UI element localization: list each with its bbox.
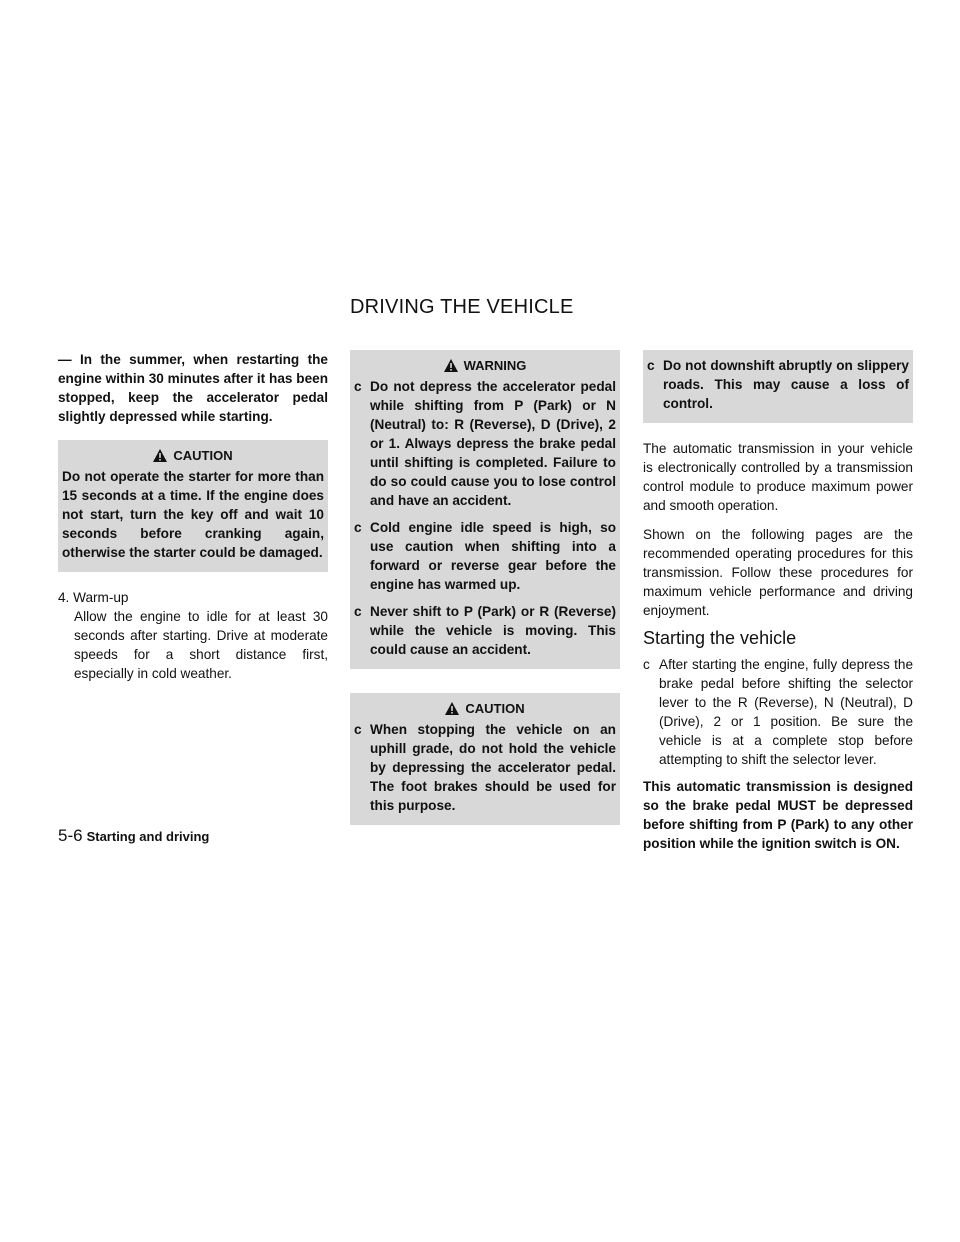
- caution-box-starter: [58, 440, 328, 572]
- caution-heading: [354, 701, 616, 716]
- summer-note: — In the summer, when restarting the engine within 30 minutes after it has been stopped, keep the accelerator pedal slightly depressed while starting.: [58, 352, 328, 424]
- caution-heading: [62, 448, 324, 463]
- warning-label: WARNING: [463, 358, 527, 373]
- bullet-mark: c: [354, 722, 362, 737]
- warning-heading: [354, 358, 616, 373]
- section-name: Starting and driving: [86, 829, 210, 844]
- caution-text: Do not operate the starter for more than 15 seconds at a time. If the engine does not start, turn the key off and wait 10 seconds before cranking again, otherwise the starter could be damaged.: [62, 469, 324, 560]
- bullet-mark: c: [354, 520, 362, 535]
- warning-bullet: c Do not downshift abruptly on slippery roads. This may cause a loss of control.: [647, 358, 909, 411]
- caution-label: CAUTION: [173, 448, 233, 463]
- brake-pedal-note: This automatic transmission is designed so the brake pedal MUST be depressed before shifting from P (Park) to any other position while the ignition switch is ON.: [643, 779, 913, 851]
- bullet-mark: c: [354, 604, 362, 619]
- warning-bullet: c Cold engine idle speed is high, so use caution when shifting into a forward or reverse gear before the engine has warmed up.: [354, 520, 616, 592]
- bullet-mark: c: [643, 657, 650, 672]
- paragraph-transmission: The automatic transmission in your vehicle is electronically controlled by a transmission control module to produce maximum power and smooth operation.: [643, 441, 913, 513]
- starting-bullet: c After starting the engine, fully depress the brake pedal before shifting the selector lever to the R (Reverse), N (Neutral), D (Drive), 2 or 1 position. Be sure the vehicle is at a complete stop before attempting to shift the selector lever.: [643, 657, 913, 767]
- page-header-title: DRIVING THE VEHICLE: [350, 296, 574, 318]
- column-1: [58, 350, 328, 683]
- warning-triangle-icon: [445, 702, 459, 715]
- warning-triangle-icon: [153, 449, 167, 462]
- column-3: [643, 350, 913, 853]
- paragraph-procedures: Shown on the following pages are the recommended operating procedures for this transmission. Follow these procedures for maximum vehicle performance and driving enjoyment.: [643, 527, 913, 618]
- caution-box-uphill: [350, 693, 620, 825]
- bullet-mark: c: [354, 379, 362, 394]
- page-footer: [58, 826, 209, 846]
- warning-triangle-icon: [444, 359, 458, 372]
- step-4-title: 4. Warm-up: [58, 590, 129, 605]
- step-4-text: Allow the engine to idle for at least 30 seconds after starting. Drive at moderate speeds for a short distance first, especially in cold weather.: [74, 609, 328, 681]
- subheading-starting-vehicle: Starting the vehicle: [643, 628, 797, 648]
- caution-label: CAUTION: [465, 701, 525, 716]
- warning-box: [350, 350, 620, 669]
- caution-bullet: c When stopping the vehicle on an uphill grade, do not hold the vehicle by depressing the accelerator pedal. The foot brakes should be used for this purpose.: [354, 722, 616, 813]
- page-number: 5-6: [58, 826, 83, 845]
- warning-bullet: c Do not depress the accelerator pedal while shifting from P (Park) or N (Neutral) to: R (Reverse), D (Drive), 2 or 1. Always depress the brake pedal until shifting is completed. Failure to do so could cause you to lose control and have an accident.: [354, 379, 616, 508]
- bullet-mark: c: [647, 358, 655, 373]
- column-2: [350, 350, 620, 825]
- warning-bullet: c Never shift to P (Park) or R (Reverse) while the vehicle is moving. This could cause an accident.: [354, 604, 616, 657]
- warning-box-continued: [643, 350, 913, 423]
